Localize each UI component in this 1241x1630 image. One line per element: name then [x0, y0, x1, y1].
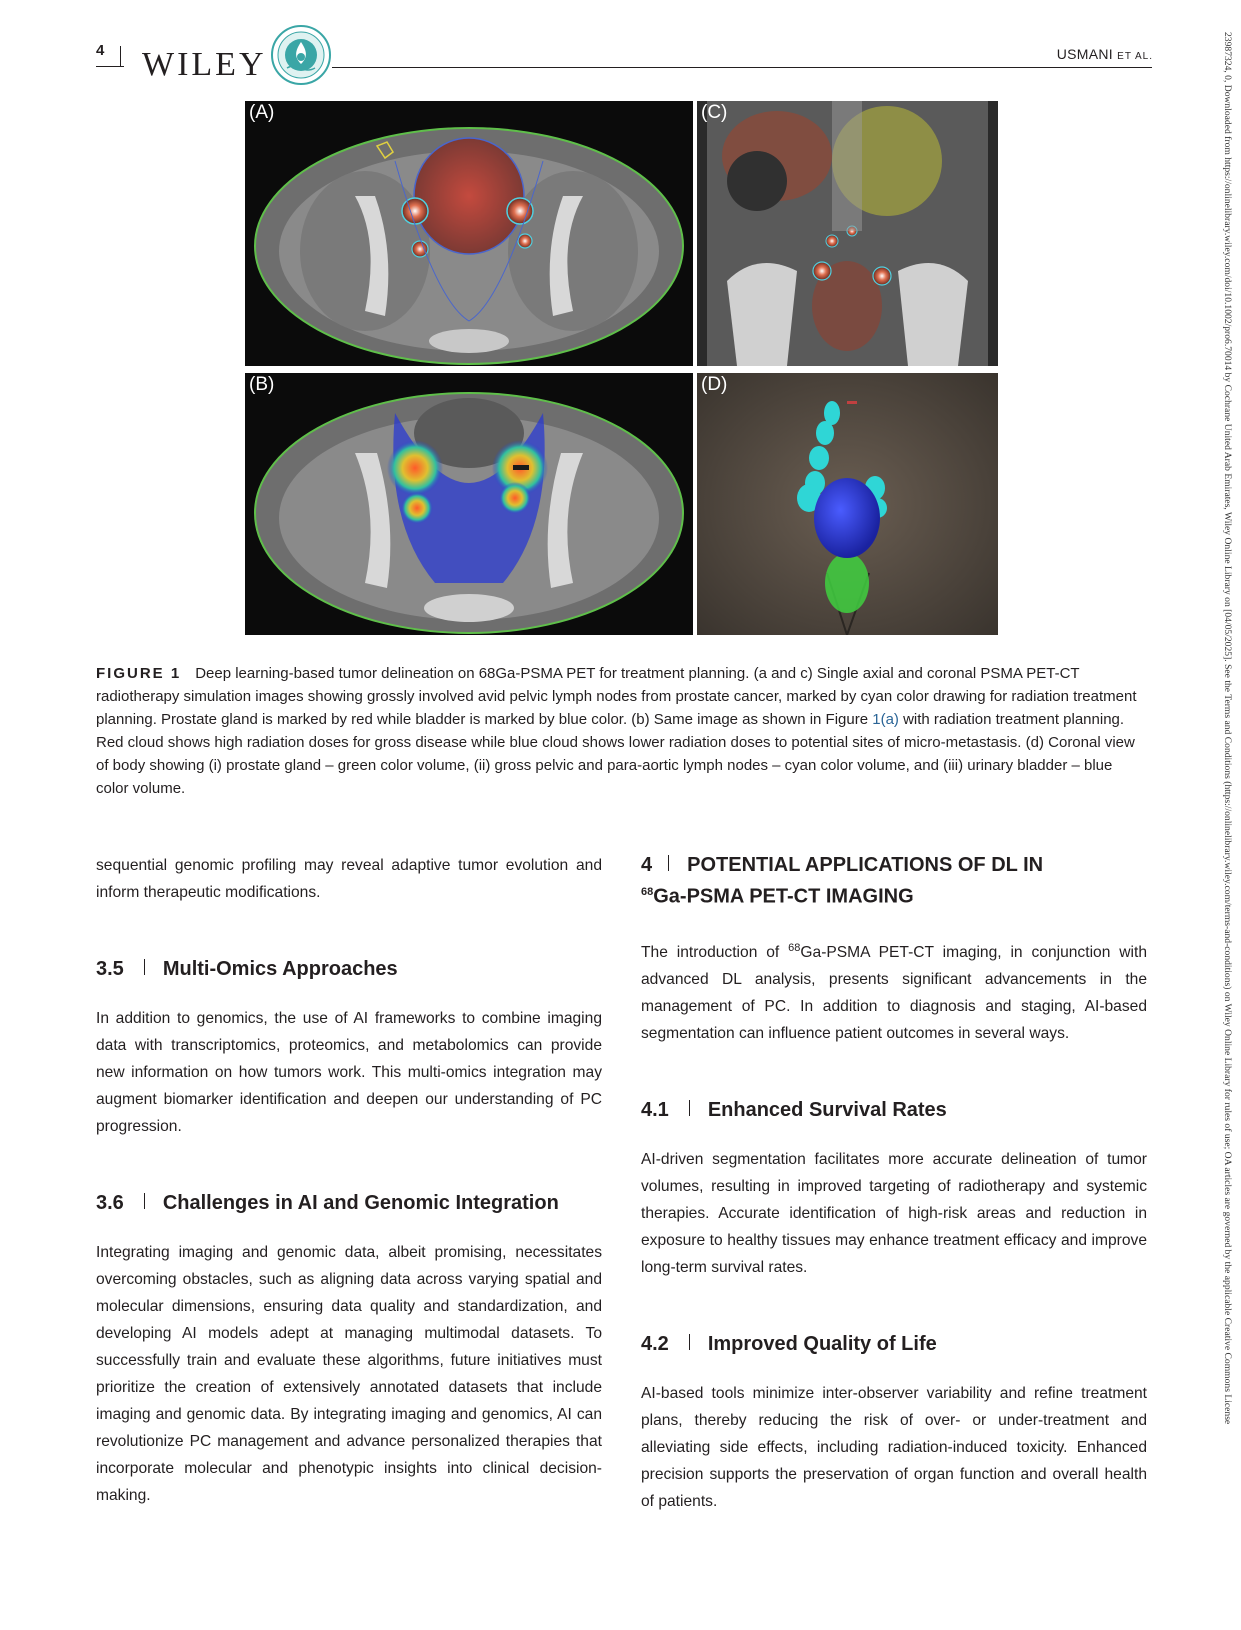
- heading-separator: [144, 959, 145, 975]
- publisher-logo: WILEY: [142, 46, 267, 83]
- header-rule: [332, 67, 1152, 68]
- paragraph: AI-based tools minimize inter-observer variability and refine treatment plans, thereby reducing the risk of over- or under-treatment and alleviating side effects, including radiation-induced toxicity. Enhanced precision supports the preservation of organ function and overall health of patients.: [641, 1384, 1147, 1510]
- panel-label: (B): [249, 374, 275, 395]
- paragraph-text-continued: Ga-PSMA PET-CT imaging, in conjunction with advanced DL analysis, presents significant advancements in the management of PC. In addition to diagnosis and staging, AI-based segmentation can influence patient outcomes in several ways.: [641, 943, 1147, 1042]
- panel-label: (A): [249, 102, 275, 123]
- section-number: 4.2: [641, 1332, 669, 1355]
- header-divider: [120, 46, 121, 66]
- left-column: [96, 852, 602, 1509]
- paragraph: sequential genomic profiling may reveal adaptive tumor evolution and inform therapeutic modifications.: [96, 857, 602, 901]
- panel-label: (D): [701, 374, 728, 395]
- page-number: 4: [96, 42, 105, 59]
- figure-cross-reference-link[interactable]: 1(a): [872, 711, 899, 728]
- axial-ct-contours-image: [245, 101, 693, 366]
- isotope-superscript: 68: [788, 941, 801, 954]
- caption-text: Deep learning-based tumor delineation on 68Ga-PSMA PET for treatment planning. (a and c) Single axial and coronal PSMA PET-CT radiotherapy simulation images showing grossly involved avid pelvic lymph nodes from prostate cancer, marked by cyan color drawing for radiation treatment planning. Prostate gland is marked by red while bladder is marked by blue color. (b) Same image as shown in Figure: [96, 665, 1137, 728]
- download-notice: 23987324, 0, Downloaded from https://onlinelibrary.wiley.com/doi/10.1002/pro6.70014 by Cochrane United Arab Emirates, Wiley Online Library on [04/05/2025]. See the Terms and Conditions (https://onlinelibrary.wiley.com/terms-and-conditions) on Wiley Online Library for rules of use; OA articles are governed by the applicable Creative Commons License: [1222, 32, 1233, 1425]
- heading-separator: [144, 1193, 145, 1209]
- heading-separator: [689, 1100, 690, 1116]
- figure-panel-d: [697, 373, 998, 635]
- author-name: USMANI: [1056, 46, 1113, 62]
- panel-label: (C): [701, 102, 728, 123]
- figure-panel-c: [697, 101, 998, 366]
- coronal-ct-image: [697, 101, 998, 366]
- caption-text-continued: with radiation treatment planning. Red cloud shows high radiation doses for gross disease while blue cloud shows lower radiation doses to potential sites of micro-metastasis. (d) Coronal view of body showing (i) prostate gland – green color volume, (ii) gross pelvic and para-aortic lymph nodes – cyan color volume, and (iii) urinary bladder – blue color volume.: [96, 711, 1135, 797]
- section-heading-3-5: [96, 958, 602, 981]
- figure-panel-b: [245, 373, 693, 635]
- right-column: [641, 852, 1147, 1515]
- section-title-line-1: POTENTIAL APPLICATIONS OF DL IN: [687, 854, 1044, 876]
- section-number: 4.1: [641, 1098, 669, 1121]
- section-heading-4-1: [641, 1099, 1147, 1122]
- figure-label: FIGURE 1: [96, 665, 182, 682]
- figure-panel-a: [245, 101, 693, 366]
- section-title: Challenges in AI and Genomic Integration: [162, 1192, 559, 1214]
- section-title: Multi-Omics Approaches: [162, 958, 398, 980]
- paragraph: Integrating imaging and genomic data, albeit promising, necessitates overcoming obstacles, such as aligning data across varying spatial and molecular dimensions, ensuring data quality and standardization, and developing AI models adept at managing multimodal datasets. To successfully train and evaluate these algorithms, future initiatives must prioritize the creation of extensively annotated datasets that include imaging and genomic data. By integrating imaging and genomics, AI can revolutionize PC management and advance personalized therapies that incorporate molecular and phenotypic insights into clinical decision-making.: [96, 1244, 602, 1504]
- publisher-seal-icon: [270, 24, 332, 86]
- section-heading-4-2: [641, 1333, 1147, 1356]
- heading-separator: [668, 855, 669, 871]
- section-title: Enhanced Survival Rates: [707, 1098, 947, 1121]
- section-heading-3-6: [96, 1192, 602, 1215]
- running-author: [1057, 46, 1153, 62]
- section-title: Improved Quality of Life: [707, 1332, 937, 1355]
- section-number: 3.6: [96, 1192, 124, 1214]
- section-heading-4: [641, 852, 1147, 911]
- section-title-line-2: Ga-PSMA PET-CT IMAGING: [653, 885, 914, 908]
- paragraph: [641, 935, 1147, 1047]
- author-suffix: ET AL.: [1117, 51, 1153, 62]
- section-number: 4: [641, 854, 653, 876]
- figure-caption: [96, 662, 1148, 800]
- paragraph: In addition to genomics, the use of AI frameworks to combine imaging data with transcriptomics, proteomics, and metabolomics can provide new information on how tumors work. This multi-omics integration may augment biomarker identification and deepen our understanding of PC progression.: [96, 1010, 602, 1135]
- dose-cloud-image: [245, 373, 693, 635]
- paragraph-text: The introduction of: [641, 943, 789, 961]
- isotope-superscript: 68: [641, 886, 654, 898]
- 3d-volume-rendering-image: [697, 373, 998, 635]
- paragraph: AI-driven segmentation facilitates more accurate delineation of tumor volumes, resulting in improved targeting of radiotherapy and systemic therapies. Accurate identification of high-risk areas and reduction in exposure to healthy tissues may enhance treatment efficacy and improve long-term survival rates.: [641, 1150, 1147, 1276]
- section-number: 3.5: [96, 958, 124, 980]
- header-underline: [96, 66, 124, 67]
- heading-separator: [689, 1334, 690, 1350]
